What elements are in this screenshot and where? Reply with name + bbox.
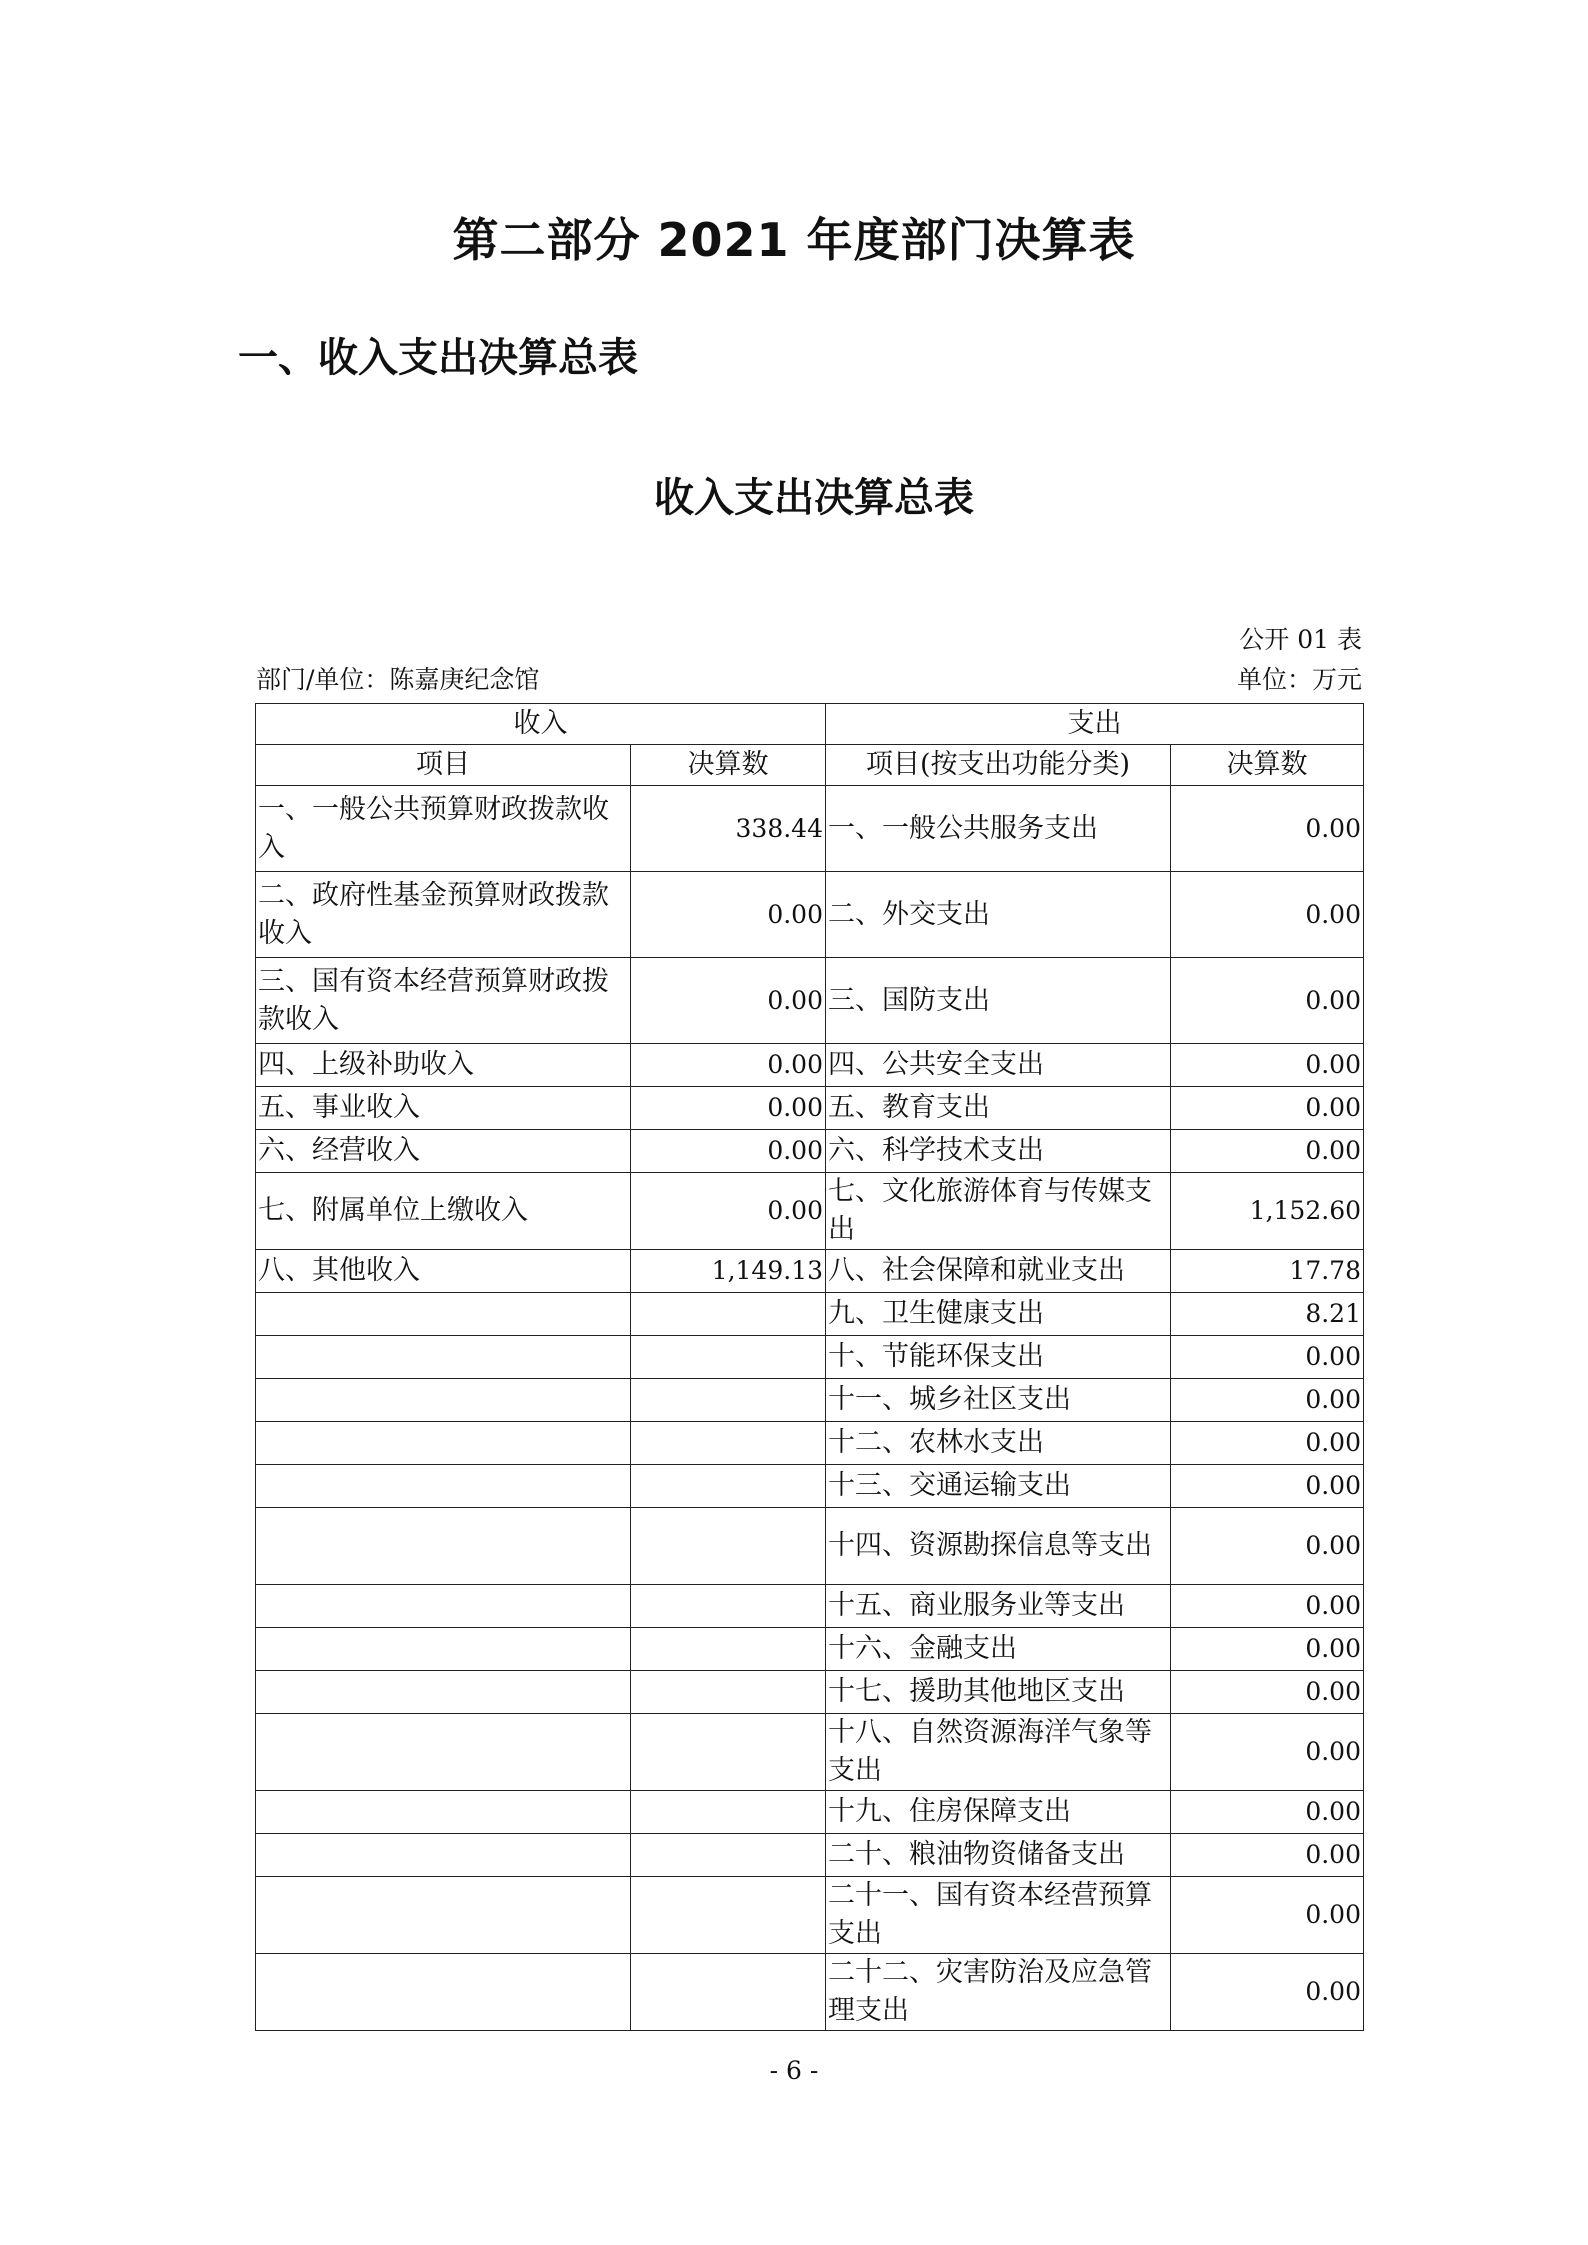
income-item-cell: 一、一般公共预算财政拨款收入 [256,786,631,872]
expense-item-cell: 十三、交通运输支出 [826,1465,1171,1508]
unit-label: 单位：万元 [1236,665,1362,694]
income-expense-table [255,703,1364,2031]
income-amount-cell [631,1628,826,1671]
expense-item-cell: 二十二、灾害防治及应急管理支出 [826,1954,1171,2031]
table-row [256,1422,1364,1465]
form-code: 公开 01 表 [1239,625,1362,654]
expense-amount-cell: 0.00 [1171,1585,1364,1628]
income-amount-cell [631,1877,826,1954]
income-item-cell: 八、其他收入 [256,1250,631,1293]
expense-item-cell: 十六、金融支出 [826,1628,1171,1671]
expense-item-cell: 六、科学技术支出 [826,1130,1171,1173]
income-item-cell [256,1465,631,1508]
income-item-cell: 六、经营收入 [256,1130,631,1173]
page-title: 第二部分 2021 年度部门决算表 [452,213,1136,267]
expense-item-cell: 一、一般公共服务支出 [826,786,1171,872]
income-item-cell [256,1671,631,1714]
expense-amount-cell: 0.00 [1171,786,1364,872]
income-amount-cell [631,1379,826,1422]
income-item-cell [256,1791,631,1834]
expense-item-cell: 九、卫生健康支出 [826,1293,1171,1336]
table-row [256,1834,1364,1877]
table-title: 收入支出决算总表 [654,475,974,521]
expense-item-cell: 八、社会保障和就业支出 [826,1250,1171,1293]
expense-item-cell: 十八、自然资源海洋气象等支出 [826,1714,1171,1791]
income-item-cell: 四、上级补助收入 [256,1044,631,1087]
table-row [256,1954,1364,2031]
income-item-cell [256,1585,631,1628]
expense-item-cell: 十九、住房保障支出 [826,1791,1171,1834]
income-amount-cell: 1,149.13 [631,1250,826,1293]
income-item-cell: 五、事业收入 [256,1087,631,1130]
income-item-cell [256,1628,631,1671]
expense-item-cell: 十、节能环保支出 [826,1336,1171,1379]
income-amount-cell [631,1465,826,1508]
table-row [256,1250,1364,1293]
table-row [256,1379,1364,1422]
income-item-cell [256,1422,631,1465]
income-item-cell: 二、政府性基金预算财政拨款收入 [256,872,631,958]
section-heading: 一、收入支出决算总表 [238,335,638,381]
expense-amount-cell: 0.00 [1171,1379,1364,1422]
expense-amount-cell: 1,152.60 [1171,1173,1364,1250]
income-amount-cell: 0.00 [631,1087,826,1130]
income-amount-cell [631,1422,826,1465]
expense-item-cell: 十五、商业服务业等支出 [826,1585,1171,1628]
table-row [256,1628,1364,1671]
income-amount-cell [631,1834,826,1877]
table-row [256,1714,1364,1791]
income-item-cell: 三、国有资本经营预算财政拨款收入 [256,958,631,1044]
expense-group-header: 支出 [826,704,1364,745]
income-item-cell [256,1877,631,1954]
table-row [256,1130,1364,1173]
income-item-header: 项目 [256,745,631,786]
expense-amount-cell: 0.00 [1171,1044,1364,1087]
expense-item-cell: 三、国防支出 [826,958,1171,1044]
expense-amount-cell: 8.21 [1171,1293,1364,1336]
page-number: - 6 - [769,2056,819,2085]
table-row [256,1671,1364,1714]
income-amount-cell [631,1714,826,1791]
table-row [256,1585,1364,1628]
expense-item-cell: 七、文化旅游体育与传媒支出 [826,1173,1171,1250]
income-amount-cell: 0.00 [631,1044,826,1087]
table-row [256,1173,1364,1250]
income-item-cell [256,1714,631,1791]
expense-amount-header: 决算数 [1171,745,1364,786]
expense-item-cell: 十七、援助其他地区支出 [826,1671,1171,1714]
expense-amount-cell: 0.00 [1171,1422,1364,1465]
table-row [256,872,1364,958]
expense-amount-cell: 17.78 [1171,1250,1364,1293]
table-row [256,1044,1364,1087]
table-row [256,1877,1364,1954]
expense-item-cell: 十四、资源勘探信息等支出 [826,1508,1171,1585]
income-amount-header: 决算数 [631,745,826,786]
income-amount-cell [631,1508,826,1585]
expense-item-cell: 十二、农林水支出 [826,1422,1171,1465]
income-item-cell [256,1954,631,2031]
income-group-header: 收入 [256,704,826,745]
income-amount-cell: 0.00 [631,872,826,958]
table-row [256,1791,1364,1834]
income-amount-cell: 338.44 [631,786,826,872]
income-item-cell [256,1834,631,1877]
expense-amount-cell: 0.00 [1171,1671,1364,1714]
income-amount-cell: 0.00 [631,958,826,1044]
department-label: 部门/单位：陈嘉庚纪念馆 [256,665,540,694]
income-item-cell: 七、附属单位上缴收入 [256,1173,631,1250]
income-item-cell [256,1293,631,1336]
income-amount-cell [631,1585,826,1628]
income-amount-cell [631,1293,826,1336]
income-item-cell [256,1508,631,1585]
expense-item-cell: 四、公共安全支出 [826,1044,1171,1087]
table-row [256,1336,1364,1379]
income-amount-cell: 0.00 [631,1173,826,1250]
table-row [256,1508,1364,1585]
expense-amount-cell: 0.00 [1171,1834,1364,1877]
table-row [256,1465,1364,1508]
expense-amount-cell: 0.00 [1171,1628,1364,1671]
income-amount-cell [631,1671,826,1714]
expense-amount-cell: 0.00 [1171,1877,1364,1954]
expense-item-cell: 十一、城乡社区支出 [826,1379,1171,1422]
expense-amount-cell: 0.00 [1171,1508,1364,1585]
expense-amount-cell: 0.00 [1171,1336,1364,1379]
expense-amount-cell: 0.00 [1171,1130,1364,1173]
expense-item-header: 项目(按支出功能分类) [826,745,1171,786]
expense-amount-cell: 0.00 [1171,1714,1364,1791]
income-amount-cell: 0.00 [631,1130,826,1173]
income-item-cell [256,1379,631,1422]
expense-item-cell: 二十、粮油物资储备支出 [826,1834,1171,1877]
income-amount-cell [631,1954,826,2031]
expense-amount-cell: 0.00 [1171,1791,1364,1834]
expense-amount-cell: 0.00 [1171,1087,1364,1130]
expense-amount-cell: 0.00 [1171,872,1364,958]
income-amount-cell [631,1336,826,1379]
income-amount-cell [631,1791,826,1834]
income-item-cell [256,1336,631,1379]
table-row [256,1087,1364,1130]
table-row [256,958,1364,1044]
expense-amount-cell: 0.00 [1171,1954,1364,2031]
expense-item-cell: 二、外交支出 [826,872,1171,958]
expense-amount-cell: 0.00 [1171,1465,1364,1508]
table-row [256,1293,1364,1336]
expense-item-cell: 五、教育支出 [826,1087,1171,1130]
expense-item-cell: 二十一、国有资本经营预算支出 [826,1877,1171,1954]
expense-amount-cell: 0.00 [1171,958,1364,1044]
table-row [256,786,1364,872]
